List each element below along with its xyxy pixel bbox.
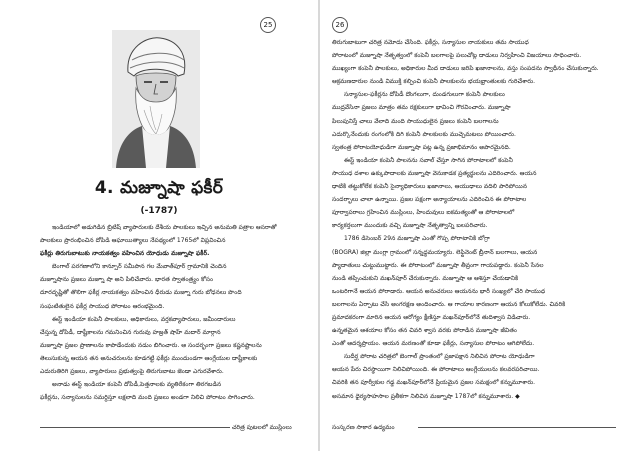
page-footer: చరిత్ర పుటలలో ముస్లింలు: [232, 424, 292, 431]
text-line: ముద్రవేసినా ప్రజలు మాత్రం తమ రక్షకులుగా భావించి గౌరవించారు. మజ్నూషా: [332, 104, 511, 112]
text-line: ఎదురుతిరిగి ప్రజలు, వ్యాపారులు ప్రభుత్వంపై తిరుగుబాటు జెండా ఎగురవేశారు.: [40, 368, 224, 376]
text-line: బెంగాల్ పరగణాలోని కాన్పూర్ సమీపాన గల మేవాత్‌పూర్ గ్రామానికి చెందిన: [52, 263, 227, 271]
text-line: ఈస్ట్ ఇండియా కంపెనీ పాలనను సవాల్ చేస్తూ సాగిన పోరాటాలలో కంపెనీ: [344, 156, 513, 164]
bearded-man-portrait-icon: [112, 30, 200, 168]
text-line: ఆక్రమణదారుల నుండి విముక్తి కల్పించి కంపెనీ పాలకులను భయభ్రాంతులకు గురిచేశారు.: [332, 78, 536, 86]
text-line: మజ్నూషా ప్రజల ప్రాణాలను కాపాడేందుకు నడుం బిగించారు. ఆ సందర్భంగా ప్రజలు కష్టనష్టాలను: [40, 341, 262, 349]
left-body-text: [40, 221, 302, 411]
text-line: సంఘటితులైన ఫకీర్ల సాయుధ పోరాటం ఆరంభమైంది.: [40, 302, 165, 310]
text-line: అసమాన ధైర్యసాహసాల ప్రతీకగా నిలిచిన మజ్నూషా 1787లో కన్నుమూశారు. ◆: [332, 392, 520, 400]
chapter-year: (-1787): [140, 206, 178, 216]
footer-rule: [418, 427, 616, 428]
text-line: ఫకీర్లు తిరుగుబాటుకు నాయకత్వం వహించిన యోధుడు మజ్నూషా ఫకీర్.: [40, 250, 210, 258]
text-line: ధాటికి తట్టుకోలేక కంపెనీ సైన్యాధికారులు ఖజానాలు, ఆయుధాలు వదిలి పారిపోయిన: [332, 183, 527, 191]
text-line: ఫకీర్లను, సన్యాసులను సమర్ధిస్తూ లక్షలాది మంది ప్రజలు అండగా నిలిచి పోరాటం సాగించారు.: [40, 394, 255, 402]
text-line: బలగాలను ఏర్పాటు చేసి అంగరక్షణ అందించారు. ఆ గాయాల కారణంగా ఆయన కోలుకోలేదు. చివరికి: [332, 300, 566, 308]
text-line: ఎంతో ఆదర్శప్రాయం. ఆయన మరణంతో కూడా ఫకీర్లు, సన్యాసుల పోరాటం ఆగిపోలేదు.: [332, 340, 535, 348]
text-line: పూర్వాపరాలు గ్రహించిన ముస్లింలు, హిందువులు ఐకమత్యంతో ఆ పోరాటాలలో: [332, 209, 515, 217]
text-line: అనాడు ఈస్ట్ ఇండియా కంపెనీ దోపిడీ,పెత్తనాలకు వ్యతిరేకంగా తిరగబడిన: [52, 381, 222, 389]
text-line: పాలకులు ప్రారంభించిన దోపిడి ఆఘాయిత్యాలు నేపథ్యంలో 1765లో విప్లవించిన: [40, 237, 226, 245]
text-line: సన్యాసుల-ఫకీర్లను దోపిడీ దొంగలుగా, దుండగులుగా కంపెనీ పాలకులు: [344, 91, 505, 99]
text-line: దూరదృష్టితో తొలిగా ఫకీర్ల నాయకత్వం వహించిన ధీరుడు మజ్నూ గురు బోధనలు పొంది: [40, 289, 242, 297]
text-line: ఒంటరిగానే ఆయన పోరాడారు. ఆయన అనుచరులు ఆయనను భారీ సంఖ్యలో చేరి సాయుధ: [332, 287, 546, 295]
portrait-image: [112, 30, 200, 168]
text-line: తిరుగుబాటుగా చరిత్ర నమోదు చేసింది. ఫకీర్లు, సన్యాసుల నాయకులు తమ సాయుధ: [332, 39, 529, 46]
text-line: ఉన్నతమైన ఆశయాల కోసం తన చివరి శ్వాస వరకు పోరాడిన మజ్నూషా జీవితం: [332, 327, 517, 335]
text-line: పిలుపునిస్తే చాలు వేలాది మంది సాయుధులైన ప్రజలు కంపెనీ బలగాలను: [332, 117, 499, 125]
text-line: (BOGRA) జిల్లా మంగ్లా గ్రామంలో సన్నద్ధమయ్యారు. లెఫ్టినెంట్ బ్రీనాన్ బలగాలు, ఆయన: [332, 248, 538, 256]
text-line: చివరికి తన పూర్వీకుల గడ్డ మఖన్‌పూర్‌లోనే ప్రియమైన ప్రజల సమక్షంలో కన్నుమూశారు.: [332, 379, 536, 387]
text-line: ప్రమాదకరంగా మారిన ఆయన ఆరోగ్యం క్షీణిస్తూ మఖన్‌పూర్‌లోనే తుదిశ్వాస విడిచారు.: [332, 313, 531, 321]
page-number: 26: [332, 17, 348, 33]
left-page: [0, 0, 318, 451]
text-line: సందర్భాలు చాలా ఉన్నాయి. ప్రజల పక్షంగా అన్యాయాలను ఎదిరించిన ఈ పోరాటాల: [332, 196, 527, 204]
text-line: ఇండియాలో అడుగిడిన బ్రిటిష్ వ్యాపారులకు దేశీయ పాలకులు ఇచ్చిన అనుమతి పత్రాల ఆసరాతో: [52, 224, 277, 231]
text-line: చేస్తున్న దోపిడీ, దాష్టీకాలను గమనించిన గురువు హజ్రత్ షాహ్ మదార్ మార్గాన: [40, 328, 221, 336]
text-line: ప్యాదాతులు చుట్టుముట్టారు. ఈ పోరాటంలో మజ్నూషా తీవ్రంగా గాయపడ్డారు. కంపెనీ సేనల: [332, 261, 544, 269]
footer-rule: [40, 427, 230, 428]
page-footer: సంస్కరణ సాకార ఉద్యమం: [332, 424, 395, 431]
text-line: ఎదుర్కొనేందుకు రంగంలోకి దిగి కంపెనీ పాలకులకు ముచ్చెమటలు పోయించారు.: [332, 130, 516, 138]
text-line: పోరాటంలో మజ్నూషా నేతృత్వంలో కంపెనీ బలగాలపై పలుచోట్ల దాడులు నిర్వహించి విజయాలు సాధించారు.: [332, 52, 582, 60]
text-line: నుండి తప్పించుకుని మఖన్‌పూర్ చేరుకున్నారు. మజ్నూషా ఆ ఆశిస్తూ చేయడానికి: [332, 274, 519, 282]
chapter-title: 4. మజ్నూషా ఫకీర్: [94, 178, 224, 198]
text-line: తెలుసుకున్న ఆయన తన అనుచరులను కూడగట్టి ఫకీర్లు ముందుండగా ఆంగ్లేయుల దాష్టీకాలకు: [40, 354, 258, 362]
right-page: [320, 0, 638, 451]
text-line: సుదీర్ఘ పోరాట చరిత్రలో బెంగాల్ ప్రాంతంలో ప్రజాపక్షాన నిలిచిన పోరాట యోధుడిగా: [344, 353, 535, 361]
text-line: మజ్నూషాను ప్రజలు మజ్నూ షా అని పిలిచేవారు. భారత స్వాతంత్ర్యం కోసం: [40, 276, 214, 284]
right-body-text: [332, 36, 616, 408]
text-line: స్వతంత్ర పోరాటయోధుడిగా మజ్నూషా పట్ల ఉన్న ప్రజాభిమానం అపారమైనది.: [332, 143, 511, 151]
text-line: 1786 డిసెంబర్ 29న మజ్నూషా ఎంతో గొప్ప పోరాటానికి బోగ్రా: [344, 235, 490, 243]
text-line: కార్యకర్తలుగా ముందుకు వచ్చి మజ్నూషా నేతృత్వాన్ని బలపరిచారు.: [332, 222, 488, 230]
page-number: 25: [260, 17, 276, 33]
text-line: ముఖ్యంగా కంపెనీ పాలకులు, అధికారుల మీద దాడులు జరిపి ఖజానాలను, వస్తు సంపదను స్వాధీనం చేసుకున్నారు.: [332, 65, 599, 73]
text-line: సాయుధ దళాల ఉక్కుపాదాలకు మజ్నూషా వెనుకాడక ప్రత్యర్థులను ఎదిరించారు. ఆయన: [332, 169, 537, 177]
text-line: ఈస్ట్ ఇండియా కంపెనీ పాలకులు, అధికారులు, వర్తకవ్యాపారులు, జమీందారులు: [52, 315, 236, 323]
text-line: ఆయన పేరు చిరస్థాయిగా నిలిచిపోయింది. ఈ పోరాటాలు ఆంగ్లేయులను కలవరపరిచాయి.: [332, 366, 540, 374]
